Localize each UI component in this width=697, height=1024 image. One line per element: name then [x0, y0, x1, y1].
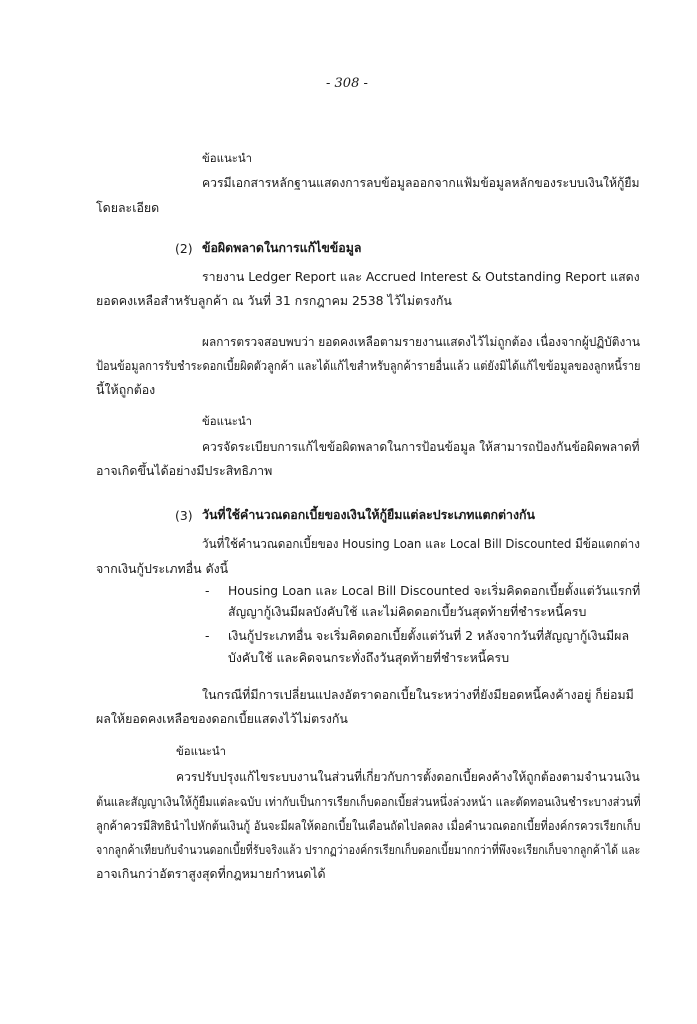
item-3-number: (3): [175, 508, 193, 523]
bullet-2-marker: -: [205, 628, 210, 643]
bullet-2-line-2: บังคับใช้ และคิดจนกระทั่งถึงวันสุดท้ายที่ชำระหนี้ครบ: [228, 650, 510, 665]
item-2-number: (2): [175, 241, 193, 256]
advice-3-line-1: ควรปรับปรุงแก้ไขระบบงานในส่วนที่เกี่ยวกับการตั้งดอกเบี้ยคงค้างให้ถูกต้องตามจำนวนเงิน: [176, 769, 640, 784]
advice-1-line-1: ควรมีเอกสารหลักฐานแสดงการลบข้อมูลออกจากแฟ้มข้อมูลหลักของระบบเงินให้กู้ยืม: [202, 175, 640, 190]
bullet-1-line-1: Housing Loan และ Local Bill Discounted จะเริ่มคิดดอกเบี้ยตั้งแต่วันแรกที่: [228, 583, 641, 598]
item-2-para-2-line-1: ผลการตรวจสอบพบว่า ยอดคงเหลือตามรายงานแสดงไว้ไม่ถูกต้อง เนื่องจากผู้ปฏิบัติงาน: [202, 334, 641, 349]
item-2-para-1-line-2: ยอดคงเหลือสำหรับลูกค้า ณ วันที่ 31 กรกฎาคม 2538 ไว้ไม่ตรงกัน: [96, 293, 452, 308]
advice-3-line-2: ต้นและสัญญาเงินให้กู้ยืมแต่ละฉบับ เท่ากับเป็นการเรียกเก็บดอกเบี้ยส่วนหนึ่งล่วงหน้า และตัดทอนเงินชำระบางส่วนที่: [96, 794, 641, 809]
item-3-para-2-line-2: ผลให้ยอดคงเหลือของดอกเบี้ยแสดงไว้ไม่ตรงกัน: [96, 711, 348, 726]
advice-2-line-1: ควรจัดระเบียบการแก้ไขข้อผิดพลาดในการป้อนข้อมูล ให้สามารถป้องกันข้อผิดพลาดที่: [202, 439, 640, 454]
item-3-title: วันที่ใช้คำนวณดอกเบี้ยของเงินให้กู้ยืมแต่ละประเภทแตกต่างกัน: [202, 507, 536, 522]
advice-heading-1: ข้อแนะนำ: [202, 151, 253, 165]
advice-1-line-2: โดยละเอียด: [96, 200, 160, 215]
advice-3-line-3: ลูกค้าควรมีสิทธินำไปหักต้นเงินกู้ อันจะมีผลให้ดอกเบี้ยในเดือนถัดไปลดลง เมื่อคำนวณดอกเบี้ยที่องค์กรควรเรียกเก็บ: [96, 818, 641, 833]
item-3-para-1-line-2: จากเงินกู้ประเภทอื่น ดังนี้: [96, 561, 229, 576]
bullet-2-line-1: เงินกู้ประเภทอื่น จะเริ่มคิดดอกเบี้ยตั้งแต่วันที่ 2 หลังจากวันที่สัญญากู้เงินมีผล: [228, 628, 630, 643]
bullet-1-marker: -: [205, 583, 210, 598]
item-2-para-1-line-1: รายงาน Ledger Report และ Accrued Interest & Outstanding Report แสดง: [202, 269, 640, 284]
bullet-1-line-2: สัญญากู้เงินมีผลบังคับใช้ และไม่คิดดอกเบี้ยวันสุดท้ายที่ชำระหนี้ครบ: [228, 604, 587, 619]
item-2-para-2-line-2: ป้อนข้อมูลการรับชำระดอกเบี้ยผิดตัวลูกค้า และได้แก้ไขสำหรับลูกค้ารายอื่นแล้ว แต่ยังมิได้แก้ไขข้อมูลของลูกหนี้ราย: [96, 358, 641, 373]
item-3-para-2-line-1: ในกรณีที่มีการเปลี่ยนแปลงอัตราดอกเบี้ยในระหว่างที่ยังมียอดหนี้คงค้างอยู่ ก็ย่อมมี: [202, 687, 634, 702]
item-2-para-2-line-3: นี้ให้ถูกต้อง: [96, 382, 156, 397]
item-3-para-1-line-1: วันที่ใช้คำนวณดอกเบี้ยของ Housing Loan และ Local Bill Discounted มีข้อแตกต่าง: [202, 536, 640, 551]
page-number: - 308 -: [326, 76, 368, 91]
advice-3-line-4: จากลูกค้าเทียบกับจำนวนดอกเบี้ยที่รับจริงแล้ว ปรากฏว่าองค์กรเรียกเก็บดอกเบี้ยมากกว่าที่พึงจะเรียกเก็บจากลูกค้าได้ และ: [96, 842, 641, 857]
item-2-title: ข้อผิดพลาดในการแก้ไขข้อมูล: [202, 240, 362, 255]
advice-heading-3: ข้อแนะนำ: [176, 744, 227, 758]
advice-heading-2: ข้อแนะนำ: [202, 414, 253, 428]
advice-3-line-5: อาจเกินกว่าอัตราสูงสุดที่กฎหมายกำหนดได้: [96, 866, 326, 881]
advice-2-line-2: อาจเกิดขึ้นได้อย่างมีประสิทธิภาพ: [96, 463, 273, 478]
